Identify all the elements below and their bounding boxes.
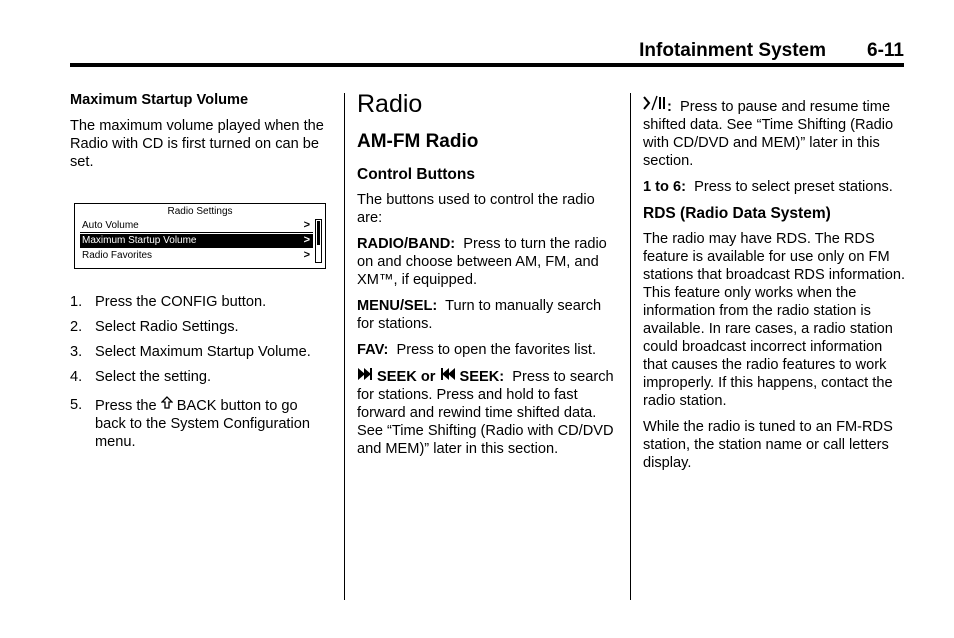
step-text: Select Radio Settings.: [95, 319, 239, 335]
step-number: 1.: [70, 294, 83, 310]
item-label: SEEK or: [373, 369, 440, 385]
column-divider-1: [344, 93, 345, 600]
item-text: Press to turn the radio on and choose between AM, FM, and XM™, if equipped.: [357, 236, 607, 288]
play-pause-item: [643, 95, 905, 170]
list-item: [70, 343, 332, 361]
step-number: 5.: [70, 397, 83, 413]
column-3: [643, 95, 905, 480]
step-number: 4.: [70, 369, 83, 385]
step-number: 2.: [70, 319, 83, 335]
chevron-right-icon: >: [303, 249, 310, 261]
step-text: BACK button to go back to the System Configuration menu.: [95, 398, 310, 450]
control-buttons-intro: The buttons used to control the radio are:: [357, 192, 595, 226]
item-label: FAV:: [357, 342, 389, 358]
rds-paragraph-2: While the radio is tuned to an FM-RDS station, the station name or call letters display.: [643, 419, 893, 471]
steps-list: [70, 293, 332, 451]
screen-item-label: Radio Favorites: [82, 250, 153, 261]
column-divider-2: [630, 93, 631, 600]
radio-band-item: [357, 235, 615, 289]
column-1: [70, 91, 332, 458]
chevron-right-icon: >: [303, 219, 310, 231]
item-text: Press to search for stations. Press and hold to fast forward and rewind time shifted data. See “Time Shifting (Radio with CD/DVD and MEM)” later in this section.: [357, 369, 614, 457]
item-label: 1 to 6:: [643, 179, 686, 195]
list-item: [70, 318, 332, 336]
rds-paragraph-1: The radio may have RDS. The RDS feature is available for use only on FM stations that broadcast RDS information. This feature only works when the information from the radio station is available. In rare cases, a radio station could broadcast incorrect information that causes the radio features to work improperly. If this happens, contact the radio station.: [643, 231, 906, 409]
scrollbar-thumb: [317, 221, 320, 245]
item-text: Press to open the favorites list.: [396, 342, 597, 358]
item-label: :: [667, 99, 672, 115]
header-section-title: Infotainment System: [639, 40, 826, 61]
header-rule: [70, 63, 904, 67]
step-text: Press the CONFIG button.: [95, 294, 267, 310]
chevron-right-icon: >: [303, 234, 310, 246]
item-label: RADIO/BAND:: [357, 236, 456, 252]
presets-item: [643, 178, 905, 196]
radio-title: Radio: [357, 90, 423, 118]
back-arrow-icon: [161, 396, 173, 415]
rds-heading: RDS (Radio Data System): [643, 205, 831, 222]
screen-item-label: Auto Volume: [82, 220, 139, 231]
menu-sel-item: [357, 297, 615, 333]
item-text: Turn to manually search for stations.: [357, 298, 602, 332]
item-text: Press to pause and resume time shifted data. See “Time Shifting (Radio with CD/DVD and MEM)” later in this section.: [643, 99, 894, 169]
column-2: [357, 91, 615, 466]
screen-title: Radio Settings: [167, 206, 233, 217]
item-label: SEEK:: [455, 369, 505, 385]
am-fm-radio-heading: AM-FM Radio: [357, 131, 479, 152]
page-number: 6-11: [867, 40, 904, 61]
step-text: Press the: [95, 398, 161, 414]
radio-settings-screen: [74, 203, 326, 269]
list-item: [70, 368, 332, 386]
screen-item-radio-favorites: [80, 249, 313, 263]
seek-forward-icon: [357, 367, 373, 386]
page-header: [70, 38, 904, 64]
seek-back-icon: [440, 367, 456, 386]
screen-item-label: Maximum Startup Volume: [82, 235, 197, 246]
step-number: 3.: [70, 344, 83, 360]
screen-scrollbar: [315, 219, 322, 263]
screen-item-auto-volume: [80, 219, 313, 233]
control-buttons-heading: Control Buttons: [357, 166, 475, 183]
play-pause-icon: [643, 99, 667, 115]
list-item: [70, 293, 332, 311]
item-label: MENU/SEL:: [357, 298, 438, 314]
screen-item-max-startup-volume: [80, 234, 313, 248]
seek-item: [357, 367, 615, 458]
fav-item: [357, 341, 615, 359]
max-startup-volume-intro: The maximum volume played when the Radio with CD is first turned on can be set.: [70, 118, 324, 170]
max-startup-volume-heading: Maximum Startup Volume: [70, 92, 249, 108]
item-text: Press to select preset stations.: [694, 179, 893, 195]
step-text: Select Maximum Startup Volume.: [95, 344, 311, 360]
step-text: Select the setting.: [95, 369, 212, 385]
list-item: [70, 396, 332, 451]
